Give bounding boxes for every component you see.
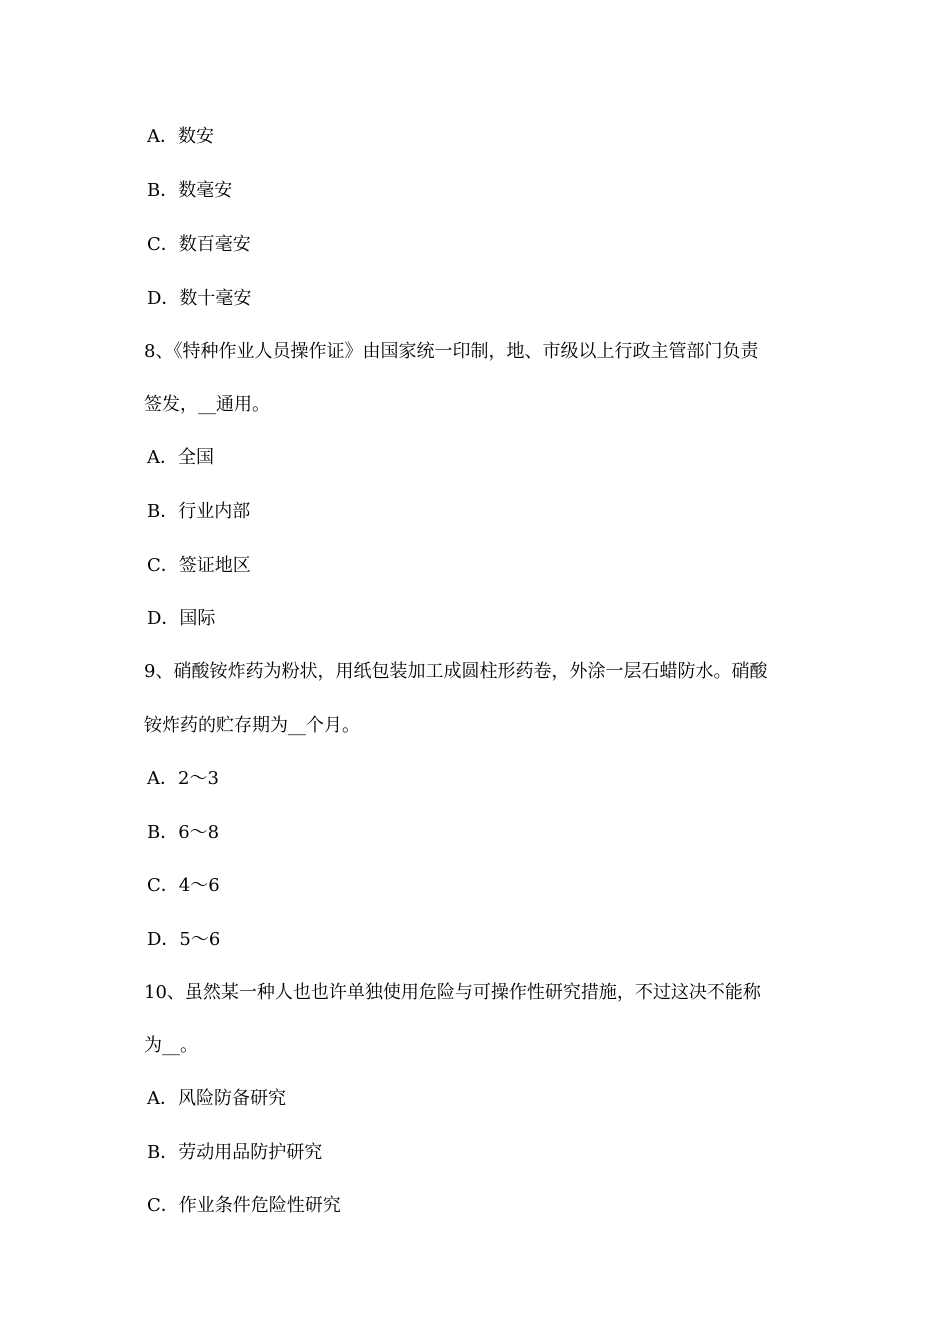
question-8-line-1: 8、《特种作业人员操作证》由国家统一印制，地、市级以上行政主管部门负责: [144, 341, 759, 362]
question-10-option-a: A．风险防备研究: [147, 1088, 286, 1109]
question-9-option-b: B．6～8: [147, 822, 220, 843]
question-9-option-c: C．4～6: [147, 875, 220, 896]
question-10-line-2: 为__。: [144, 1035, 198, 1056]
prev-option-d: D．数十毫安: [147, 288, 252, 309]
question-9-option-a: A．2～3: [147, 768, 219, 789]
question-10-line-1: 10、虽然某一种人也也许单独使用危险与可操作性研究措施，不过这决不能称: [144, 982, 761, 1003]
question-10-option-c: C．作业条件危险性研究: [147, 1195, 341, 1216]
question-8-option-c: C．签证地区: [147, 555, 251, 576]
question-8-option-a: A．全国: [147, 447, 214, 468]
question-10-option-b: B．劳动用品防护研究: [147, 1142, 323, 1163]
prev-option-c: C．数百毫安: [147, 234, 251, 255]
question-9-option-d: D．5～6: [147, 929, 221, 950]
question-9-line-2: 铵炸药的贮存期为__个月。: [144, 715, 360, 736]
question-8-option-b: B．行业内部: [147, 501, 251, 522]
prev-option-a: A．数安: [147, 126, 214, 147]
question-8-line-2: 签发，__通用。: [144, 394, 270, 415]
question-8-option-d: D．国际: [147, 608, 216, 629]
prev-option-b: B．数毫安: [147, 180, 233, 201]
question-9-line-1: 9、硝酸铵炸药为粉状，用纸包装加工成圆柱形药卷，外涂一层石蜡防水。硝酸: [144, 661, 768, 682]
